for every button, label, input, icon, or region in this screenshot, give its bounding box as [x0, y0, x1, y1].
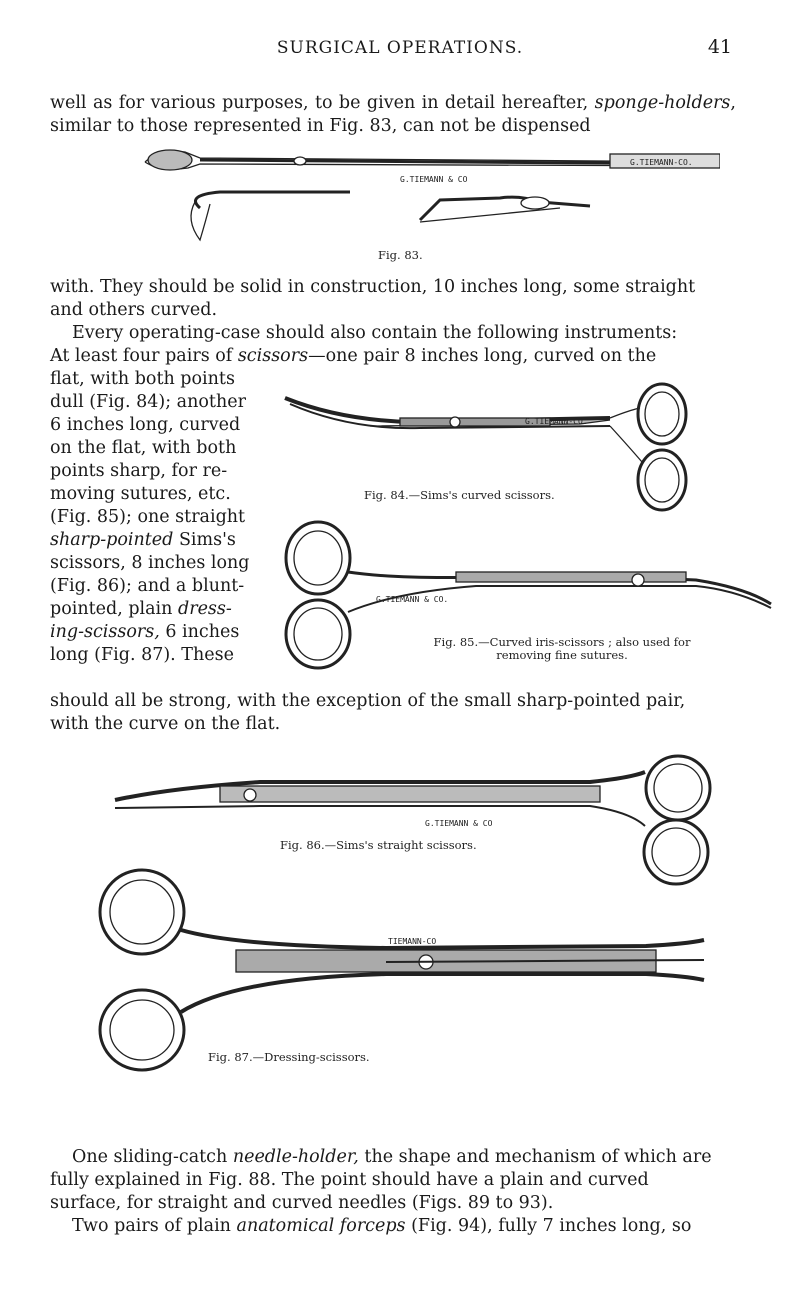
paragraph-narrow-column: [50, 368, 262, 667]
caption-line: removing fine sutures.: [496, 648, 628, 662]
text-line: [50, 598, 262, 621]
text-line: Every operating-case should also contain the following instruments:: [72, 323, 678, 343]
text-line: [50, 1215, 736, 1238]
figure-83-sponge-holders: [140, 140, 720, 245]
figure-84-caption: Fig. 84.—Sims's curved scissors.: [364, 488, 555, 502]
figure-87-caption: Fig. 87.—Dressing-scissors.: [208, 1050, 370, 1064]
text-line: with the curve on the flat.: [50, 714, 281, 734]
text-run: At least four pairs of: [50, 346, 238, 366]
text-line: 6 inches long, curved: [50, 415, 241, 435]
text-run: (Fig. 94), fully 7 inches long, so: [405, 1216, 692, 1236]
maker-mark: TIEMANN-CO: [388, 937, 437, 946]
text-line: fully explained in Fig. 88. The point should have a plain and curved: [50, 1170, 649, 1190]
text-line: [50, 529, 262, 552]
maker-mark: G.TIEMANN & CO: [400, 175, 468, 184]
maker-mark: G.TIEMANN & CO.: [376, 595, 449, 604]
paragraph-needle-holder: [50, 1146, 736, 1238]
italic-term: sponge-holders: [594, 93, 731, 113]
figure-86-caption: Fig. 86.—Sims's straight scissors.: [280, 838, 477, 852]
italic-term: scissors: [237, 346, 309, 366]
text-line: [50, 1146, 736, 1169]
text-line: (Fig. 85); one straight: [50, 507, 246, 527]
text-run: Sims's: [173, 530, 236, 550]
text-line: and others curved.: [50, 300, 218, 320]
text-line: (Fig. 86); and a blunt-: [50, 576, 245, 596]
text-run: 6 inches: [159, 622, 240, 642]
maker-mark: G.TIEMANN-CO.: [630, 158, 693, 167]
text-line: [50, 621, 262, 644]
text-run: , similar to those represented in Fig. 83, can not be dispensed: [50, 93, 736, 136]
text-line: should all be strong, with the exception of the small sharp-pointed pair,: [50, 691, 686, 711]
paragraph-continued: [50, 690, 736, 736]
text-run: the shape and mechanism of which are: [358, 1147, 712, 1167]
paragraph-instruments: [50, 276, 736, 368]
italic-term: anatomical forceps: [236, 1216, 406, 1236]
text-line: points sharp, for re-: [50, 461, 228, 481]
text-line: long (Fig. 87). These: [50, 645, 234, 665]
text-run: pointed, plain: [50, 599, 178, 619]
caption-line: Fig. 85.—Curved iris-scissors ; also used for: [433, 635, 691, 649]
text-line: on the flat, with both: [50, 438, 237, 458]
maker-mark: G.TIEMANN-CO.: [525, 417, 588, 426]
text-line: flat, with both points: [50, 369, 235, 389]
figure-87-dressing-scissors: [86, 862, 706, 1072]
text-run: One sliding-catch: [72, 1147, 233, 1167]
italic-term: ing-scissors,: [50, 622, 160, 642]
text-line: dull (Fig. 84); another: [50, 392, 246, 412]
text-line: with. They should be solid in construction, 10 inches long, some straight: [50, 277, 696, 297]
text-line: [50, 345, 736, 368]
figure-83-caption: Fig. 83.: [378, 248, 423, 262]
page-number: 41: [707, 36, 732, 58]
text-run: —one pair 8 inches long, curved on the: [308, 346, 657, 366]
italic-term: sharp-pointed: [50, 530, 174, 550]
text-run: well as for various purposes, to be given in detail hereafter,: [50, 93, 595, 113]
running-header: SURGICAL OPERATIONS.: [276, 38, 524, 58]
figure-85-caption: [382, 636, 742, 662]
paragraph-sponge-holders: [50, 92, 736, 138]
italic-term: dress-: [178, 599, 232, 619]
maker-mark: G.TIEMANN & CO: [425, 819, 493, 828]
text-line: scissors, 8 inches long: [50, 553, 250, 573]
text-run: Two pairs of plain: [72, 1216, 237, 1236]
italic-term: needle-holder,: [232, 1147, 359, 1167]
text-line: surface, for straight and curved needles (Figs. 89 to 93).: [50, 1193, 554, 1213]
text-line: moving sutures, etc.: [50, 484, 231, 504]
